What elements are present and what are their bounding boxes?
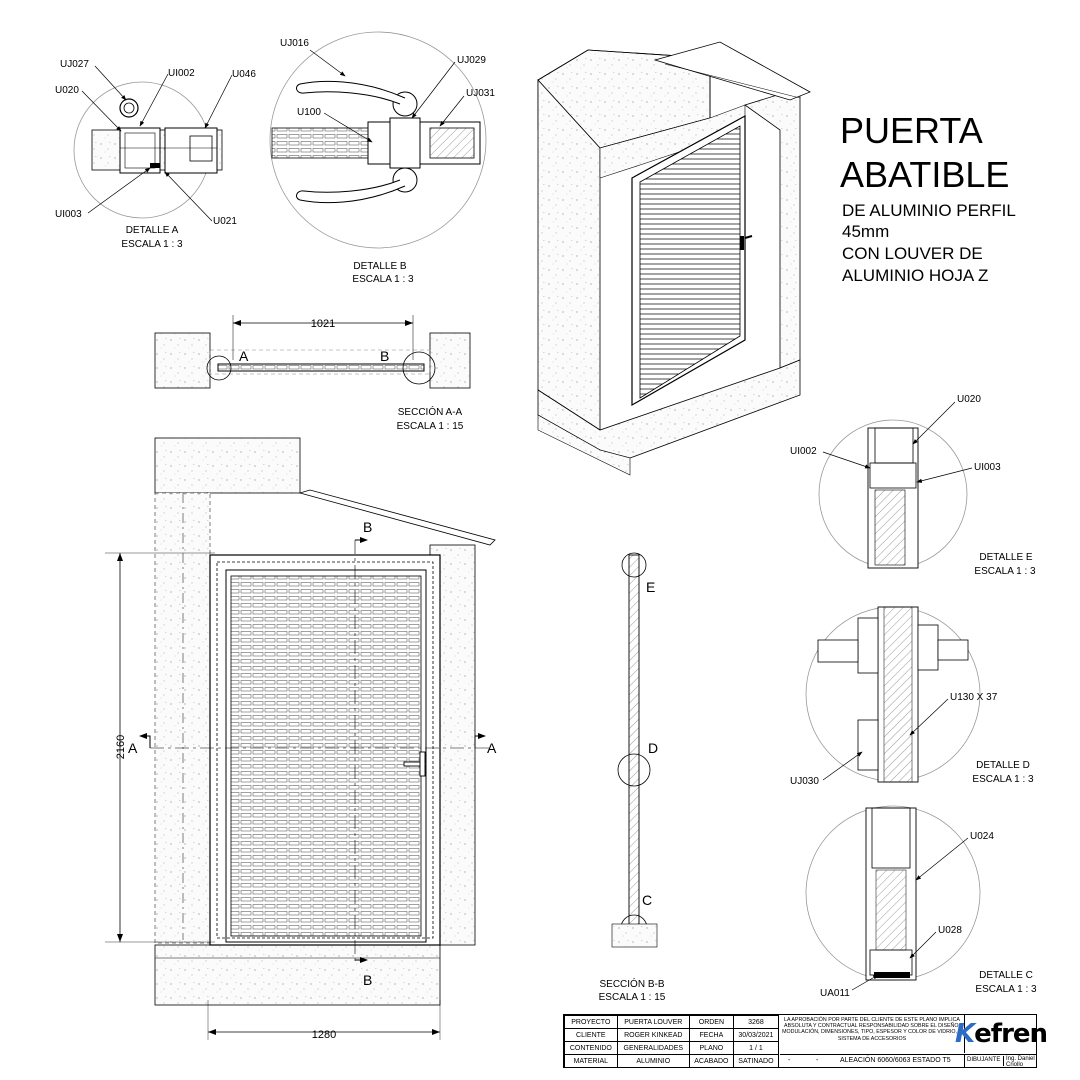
detail-e <box>790 394 1036 577</box>
subtitle-line-4: ALUMINIO HOJA Z <box>842 266 989 285</box>
tb-cell: ORDEN <box>689 1016 733 1029</box>
tb-cell: 3268 <box>733 1016 778 1029</box>
detail-e-scale: ESCALA 1 : 3 <box>974 566 1036 577</box>
alloy-text: ALEACIÓN 6060/6063 ESTADO T5 <box>840 1057 951 1064</box>
cut-a-left: A <box>128 740 138 756</box>
label-c-u024: U024 <box>970 831 994 842</box>
logo-text: efren <box>974 1019 1048 1049</box>
label-uj016: UJ016 <box>280 38 309 49</box>
dash-2: - <box>816 1057 819 1064</box>
tb-cell: ALUMINIO <box>617 1055 689 1068</box>
tb-row-project <box>565 1016 779 1029</box>
label-e-ui002: UI002 <box>790 446 817 457</box>
tb-row-content <box>565 1042 779 1055</box>
section-aa-scale: ESCALA 1 : 15 <box>396 421 464 432</box>
title-block <box>563 1014 1048 1068</box>
tb-row-client <box>565 1029 779 1042</box>
tb-cell: GENERALIDADES <box>617 1042 689 1055</box>
label-d-u130: U130 X 37 <box>950 692 998 703</box>
cut-b-bottom: B <box>363 972 373 988</box>
tb-cell: FECHA <box>689 1029 733 1042</box>
tb-row-material <box>565 1055 779 1068</box>
drawer-row <box>964 1054 1037 1067</box>
subtitle-line-2: 45mm <box>842 222 890 241</box>
detail-b-scale: ESCALA 1 : 3 <box>352 274 414 285</box>
label-u020: U020 <box>55 85 79 96</box>
label-ui003: UI003 <box>55 209 82 220</box>
label-ui002: UI002 <box>168 68 195 79</box>
section-bb-name: SECCIÓN B-B <box>599 979 665 990</box>
dim-1280: 1280 <box>311 1029 337 1041</box>
label-u100: U100 <box>297 107 321 118</box>
detail-e-name: DETALLE E <box>979 552 1033 563</box>
section-bb-scale: ESCALA 1 : 15 <box>598 992 666 1003</box>
isometric-view <box>538 42 810 475</box>
label-e-ui003: UI003 <box>974 462 1001 473</box>
tb-cell: CLIENTE <box>565 1029 618 1042</box>
detail-d-scale: ESCALA 1 : 3 <box>972 774 1034 785</box>
detail-c <box>806 806 1037 999</box>
dim-2160: 2160 <box>115 734 127 760</box>
detail-a-name: DETALLE A <box>125 225 179 236</box>
tb-cell: 30/03/2021 <box>733 1029 778 1042</box>
title-block-table <box>564 1015 779 1068</box>
subtitle-line-1: DE ALUMINIO PERFIL <box>842 201 1016 220</box>
tb-cell: CONTENIDO <box>565 1042 618 1055</box>
tb-cell: ROGER KINKEAD <box>617 1029 689 1042</box>
detail-c-scale: ESCALA 1 : 3 <box>975 984 1037 995</box>
detail-d <box>790 607 1034 787</box>
title-line-2: ABATIBLE <box>840 154 1010 195</box>
drawing-title <box>840 110 1016 285</box>
label-uj031: UJ031 <box>466 88 495 99</box>
section-bb-mark-d: D <box>648 740 659 756</box>
section-aa-mark-a: A <box>239 348 249 364</box>
title-line-1: PUERTA <box>840 110 983 151</box>
cut-a-right: A <box>487 740 497 756</box>
section-bb <box>599 553 666 1003</box>
section-aa-name: SECCIÓN A-A <box>397 407 463 418</box>
section-bb-mark-c: C <box>642 892 653 908</box>
drawer-label: DIBUJANTE <box>967 1057 1001 1063</box>
section-aa-mark-b: B <box>380 348 390 364</box>
logo-k: K <box>954 1019 975 1049</box>
label-c-ua011: UA011 <box>820 988 850 999</box>
tb-cell: 1 / 1 <box>733 1042 778 1055</box>
subtitle-line-3: CON LOUVER DE <box>842 244 983 263</box>
label-d-uj030: UJ030 <box>790 776 819 787</box>
kefren-logo <box>954 1015 1048 1053</box>
door-elevation <box>105 438 497 1041</box>
section-bb-mark-e: E <box>646 579 656 595</box>
detail-a-scale: ESCALA 1 : 3 <box>121 239 183 250</box>
approval-note: LA APROBACIÓN POR PARTE DEL CLIENTE DE ESTE PLANO IMPLICA ABSOLUTA Y CONTRACTUAL RESPONSABILIDAD SOBRE EL DISEÑO, MODULACIÓN, DIMENSIONES, TIPO, ESPESOR Y COLOR DE VIDRIO, Y SISTEMA DE ACCESORIOS <box>782 1017 962 1042</box>
tb-cell: PUERTA LOUVER <box>617 1016 689 1029</box>
label-uj029: UJ029 <box>457 55 486 66</box>
tb-cell: PROYECTO <box>565 1016 618 1029</box>
tb-cell: MATERIAL <box>565 1055 618 1068</box>
cut-b-top: B <box>363 519 373 535</box>
tb-cell: ACABADO <box>689 1055 733 1068</box>
tb-cell: SATINADO <box>733 1055 778 1068</box>
drawer-name: Ing. Daniel Criollo <box>1003 1056 1037 1066</box>
label-u046: U046 <box>232 69 256 80</box>
section-aa <box>155 315 470 432</box>
detail-c-name: DETALLE C <box>979 970 1033 981</box>
detail-b <box>270 32 495 285</box>
detail-d-name: DETALLE D <box>976 760 1030 771</box>
label-uj027: UJ027 <box>60 59 89 70</box>
label-u021: U021 <box>213 216 237 227</box>
detail-b-name: DETALLE B <box>353 261 407 272</box>
detail-a <box>55 59 256 250</box>
alloy-row <box>780 1054 964 1067</box>
dim-1021: 1021 <box>310 318 336 330</box>
label-c-u028: U028 <box>938 925 962 936</box>
label-e-u020: U020 <box>957 394 981 405</box>
dash-1: - <box>788 1057 791 1064</box>
tb-cell: PLANO <box>689 1042 733 1055</box>
